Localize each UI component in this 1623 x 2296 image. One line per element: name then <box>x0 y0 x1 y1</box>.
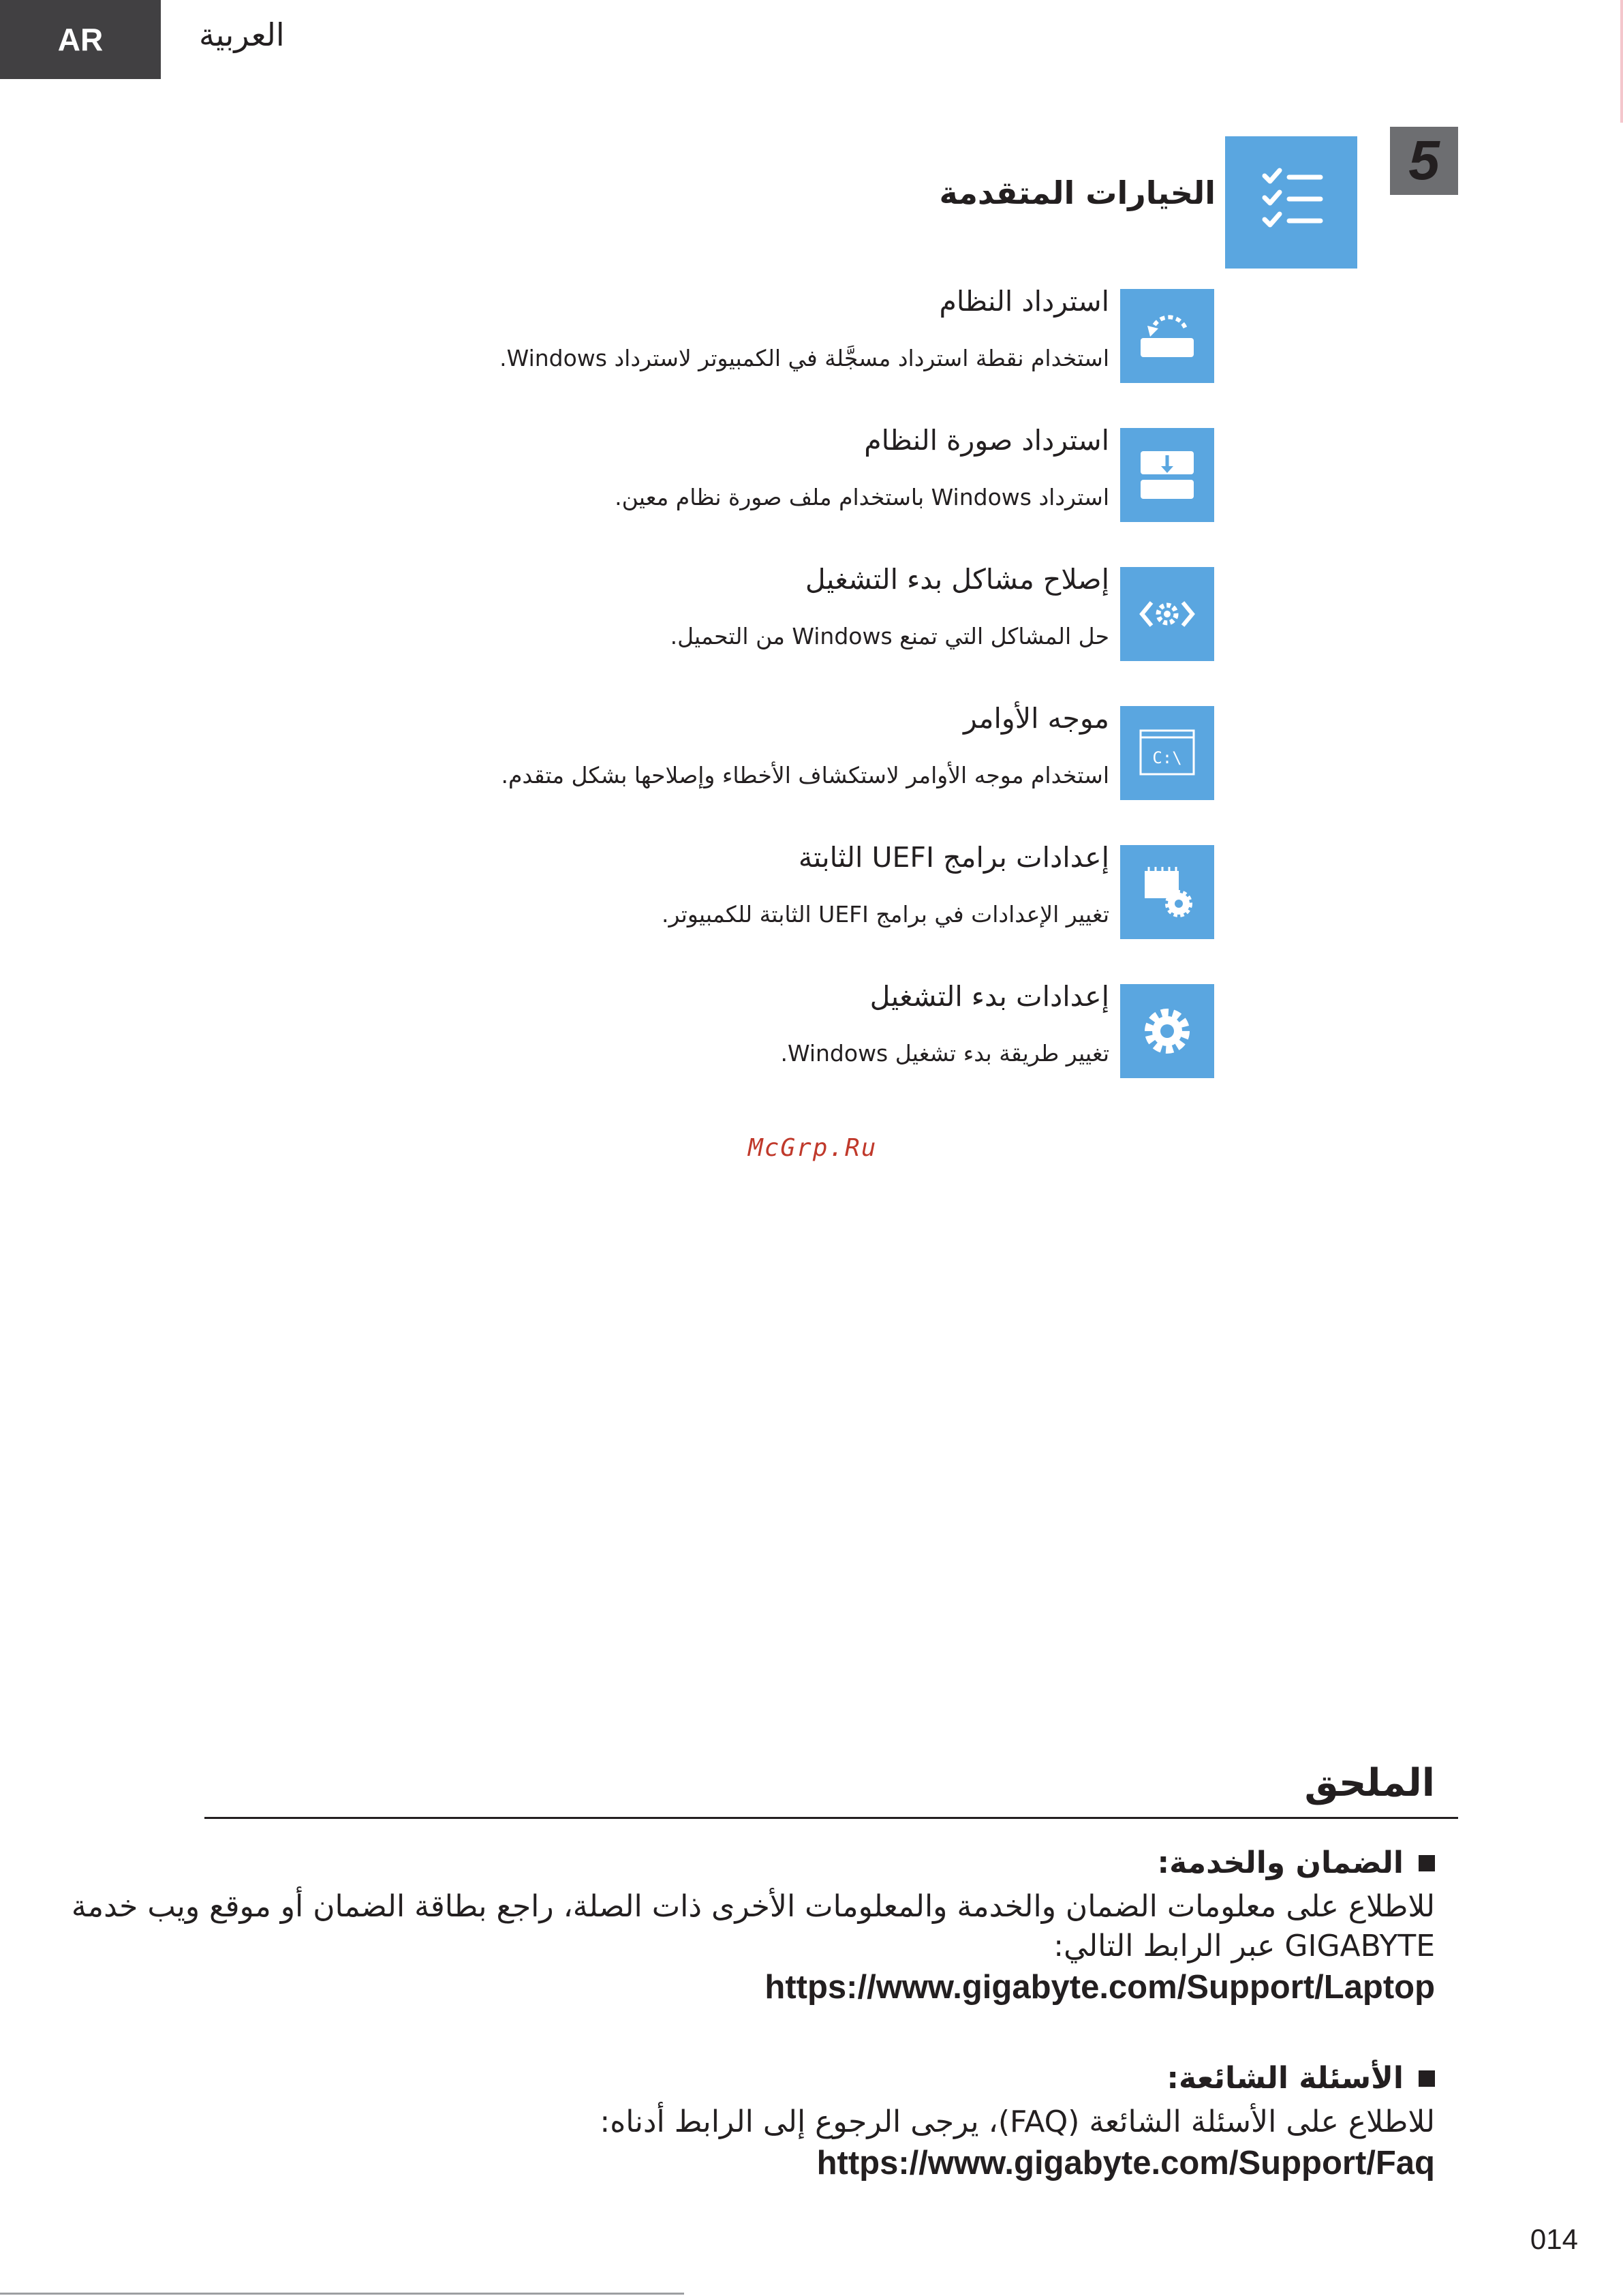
page-edge-mark <box>1620 0 1623 123</box>
watermark: McGrp.Ru <box>748 1134 878 1162</box>
svg-text:C:\: C:\ <box>1152 748 1182 767</box>
system-image-recovery-title: استرداد صورة النظام <box>864 424 1109 457</box>
warranty-heading-text: الضمان والخدمة: <box>1157 1846 1404 1880</box>
uefi-firmware-tile[interactable] <box>1120 845 1214 939</box>
warranty-text-line2: GIGABYTE عبر الرابط التالي: <box>1053 1929 1435 1963</box>
language-tab: AR <box>0 0 161 79</box>
startup-repair-desc: حل المشاكل التي تمنع Windows من التحميل. <box>670 623 1109 649</box>
appendix-title: الملحق <box>1304 1761 1435 1805</box>
system-image-recovery-tile[interactable] <box>1120 428 1214 522</box>
step-number: 5 <box>1390 127 1458 195</box>
warranty-heading <box>1158 1846 1435 1880</box>
language-name: العربية <box>199 16 285 53</box>
command-prompt-icon <box>1120 706 1214 800</box>
footer-divider <box>0 2293 684 2295</box>
bullet-square-icon <box>1419 1855 1435 1871</box>
startup-repair-icon <box>1120 567 1214 661</box>
startup-repair-tile[interactable] <box>1120 567 1214 661</box>
checklist-icon <box>1225 136 1357 269</box>
command-prompt-tile[interactable] <box>1120 706 1214 800</box>
faq-heading <box>1166 2061 1435 2096</box>
startup-settings-icon <box>1120 984 1214 1078</box>
system-restore-icon <box>1120 289 1214 383</box>
startup-repair-title: إصلاح مشاكل بدء التشغيل <box>805 563 1109 596</box>
system-restore-tile[interactable] <box>1120 289 1214 383</box>
system-image-recovery-icon <box>1120 428 1214 522</box>
system-image-recovery-desc: استرداد Windows باستخدام ملف صورة نظام معين. <box>615 484 1109 510</box>
advanced-options-title: الخيارات المتقدمة <box>939 174 1216 211</box>
faq-support-link[interactable]: https://www.gigabyte.com/Support/Faq <box>816 2145 1435 2182</box>
system-restore-desc: استخدام نقطة استرداد مسجَّلة في الكمبيوتر لاسترداد Windows. <box>499 345 1109 371</box>
uefi-firmware-title: إعدادات برامج UEFI الثابتة <box>798 841 1109 874</box>
startup-settings-tile[interactable] <box>1120 984 1214 1078</box>
laptop-support-link[interactable]: https://www.gigabyte.com/Support/Laptop <box>764 1969 1435 2006</box>
warranty-text-line1: للاطلاع على معلومات الضمان والخدمة والمعلومات الأخرى ذات الصلة، راجع بطاقة الضمان أو موقع ويب خدمة <box>71 1889 1435 1924</box>
faq-text-line1: للاطلاع على الأسئلة الشائعة (FAQ)، يرجى الرجوع إلى الرابط أدناه: <box>600 2104 1435 2139</box>
command-prompt-desc: استخدام موجه الأوامر لاستكشاف الأخطاء وإصلاحها بشكل متقدم. <box>501 762 1109 789</box>
faq-heading-text: الأسئلة الشائعة: <box>1166 2061 1404 2096</box>
appendix-divider <box>204 1817 1458 1819</box>
startup-settings-desc: تغيير طريقة بدء تشغيل Windows. <box>780 1040 1109 1067</box>
page-number: 014 <box>1530 2223 1578 2255</box>
uefi-firmware-icon <box>1120 845 1214 939</box>
startup-settings-title: إعدادات بدء التشغيل <box>869 980 1109 1013</box>
uefi-firmware-desc: تغيير الإعدادات في برامج UEFI الثابتة للكمبيوتر. <box>661 901 1109 928</box>
bullet-square-icon <box>1419 2070 1435 2087</box>
advanced-options-tile <box>1225 136 1357 269</box>
system-restore-title: استرداد النظام <box>939 285 1109 318</box>
command-prompt-title: موجه الأوامر <box>963 702 1109 735</box>
